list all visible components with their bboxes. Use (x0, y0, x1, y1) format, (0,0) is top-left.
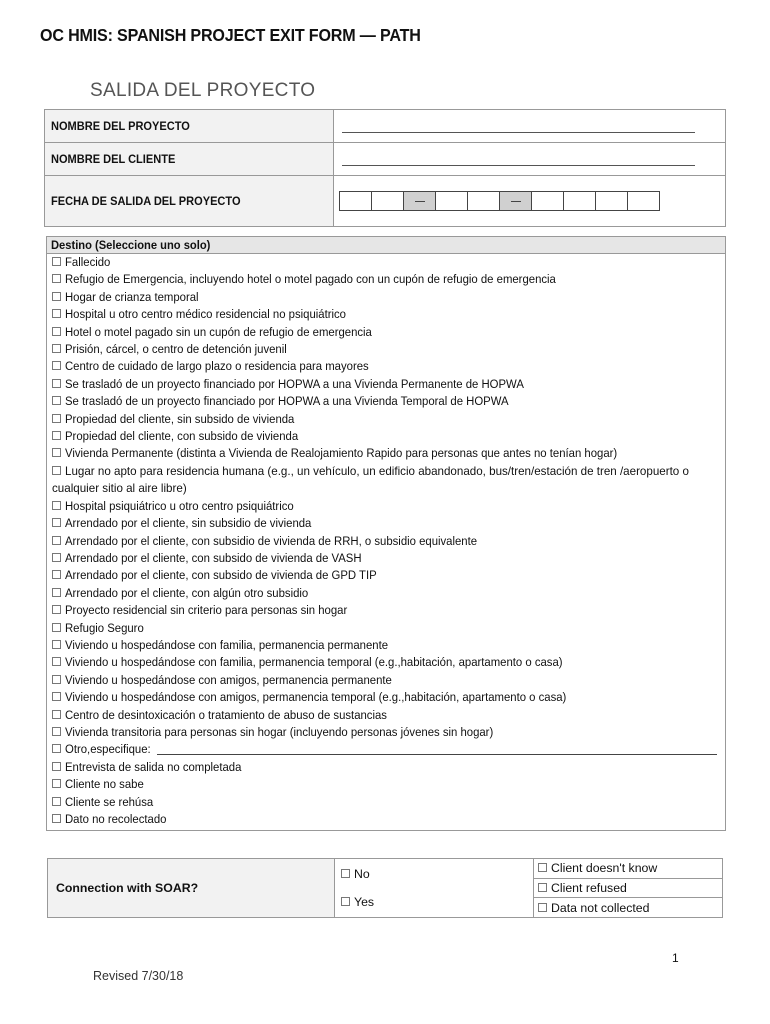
destination-option-label: Arrendado por el cliente, con subsido de vivienda de VASH (65, 550, 362, 565)
soar-yes-no (335, 859, 534, 918)
checkbox-icon[interactable] (52, 744, 61, 753)
destination-option-label: Viviendo u hospedándose con familia, permanencia temporal (e.g.,habitación, apartamento o casa) (65, 655, 563, 670)
checkbox-icon[interactable] (52, 727, 61, 736)
date-separator (403, 191, 436, 211)
exit-date-label: FECHA DE SALIDA DEL PROYECTO (45, 176, 334, 227)
soar-not-collected-option[interactable]: Data not collected (534, 898, 723, 918)
checkbox-icon[interactable] (538, 863, 547, 872)
soar-no-option[interactable]: No (341, 860, 532, 888)
destination-option-label: Fallecido (65, 255, 111, 269)
destination-option-label: Se trasladó de un proyecto financiado por HOPWA a una Vivienda Permanente de HOPWA (65, 376, 524, 391)
checkbox-icon[interactable] (52, 692, 61, 701)
date-digit-box[interactable] (531, 191, 564, 211)
checkbox-icon[interactable] (52, 309, 61, 318)
soar-refused-option[interactable]: Client refused (534, 878, 723, 898)
destination-option[interactable] (47, 654, 725, 671)
checkbox-icon[interactable] (52, 466, 61, 475)
checkbox-icon[interactable] (52, 274, 61, 283)
checkbox-icon[interactable] (538, 883, 547, 892)
checkbox-icon[interactable] (52, 657, 61, 666)
destination-option[interactable] (47, 620, 725, 637)
destination-option-label: Propiedad del cliente, sin subsido de vivienda (65, 411, 295, 426)
project-name-line (342, 132, 695, 133)
destination-option[interactable] (47, 306, 725, 323)
destination-option[interactable] (47, 271, 725, 288)
destination-option-label: Viviendo u hospedándose con amigos, permanencia temporal (e.g.,habitación, apartamento o casa) (65, 690, 567, 705)
client-name-line (342, 165, 695, 166)
checkbox-icon[interactable] (52, 414, 61, 423)
destination-option-label: Propiedad del cliente, con subsido de vivienda (65, 429, 299, 444)
destination-option[interactable] (47, 428, 725, 445)
client-name-field[interactable] (334, 143, 726, 176)
date-digit-box[interactable] (339, 191, 372, 211)
destination-option-label: Entrevista de salida no completada (65, 759, 242, 774)
checkbox-icon[interactable] (52, 448, 61, 457)
destination-option[interactable] (47, 776, 725, 793)
soar-table (47, 858, 723, 918)
destination-option[interactable] (47, 463, 692, 498)
destination-option[interactable] (47, 672, 725, 689)
checkbox-icon[interactable] (52, 710, 61, 719)
destination-option-label: Arrendado por el cliente, con subsido de vivienda de GPD TIP (65, 568, 377, 583)
date-separator (499, 191, 532, 211)
soar-label: Connection with SOAR? (48, 859, 335, 918)
checkbox-icon[interactable] (52, 779, 61, 788)
destination-option-label: Cliente se rehúsa (65, 794, 154, 809)
destination-option[interactable] (47, 445, 725, 462)
checkbox-icon[interactable] (341, 869, 350, 878)
destination-option[interactable] (47, 533, 725, 550)
checkbox-icon[interactable] (52, 814, 61, 823)
destination-option[interactable] (47, 602, 725, 619)
date-digit-box[interactable] (435, 191, 468, 211)
destination-options (47, 254, 725, 741)
checkbox-icon[interactable] (538, 903, 547, 912)
destination-option[interactable] (47, 707, 725, 724)
checkbox-icon[interactable] (52, 536, 61, 545)
destination-option[interactable] (47, 515, 725, 532)
destination-option[interactable] (47, 811, 725, 828)
destination-option[interactable] (47, 411, 725, 428)
exit-date-boxes[interactable] (340, 191, 660, 211)
destination-option[interactable] (47, 550, 725, 567)
destination-option-label: Dato no recolectado (65, 812, 167, 826)
destination-option-label: Hogar de crianza temporal (65, 289, 199, 304)
date-digit-box[interactable] (595, 191, 628, 211)
date-digit-box[interactable] (563, 191, 596, 211)
destination-heading: Destino (Seleccione uno solo) (47, 237, 725, 254)
destination-option[interactable] (47, 794, 725, 811)
destination-option[interactable] (47, 341, 725, 358)
checkbox-icon[interactable] (52, 327, 61, 336)
destination-option[interactable] (47, 567, 725, 584)
destination-option[interactable] (47, 254, 725, 271)
destination-option-label: Refugio de Emergencia, incluyendo hotel o motel pagado con un cupón de refugio de emergencia (65, 272, 556, 287)
checkbox-icon[interactable] (52, 675, 61, 684)
checkbox-icon[interactable] (52, 344, 61, 353)
project-name-field[interactable] (334, 110, 726, 143)
destination-option[interactable] (47, 289, 725, 306)
destination-option-label: Arrendado por el cliente, sin subsidio de vivienda (65, 516, 312, 531)
destination-option[interactable] (47, 585, 725, 602)
destination-option-label: Vivienda Permanente (distinta a Vivienda de Realojamiento Rapido para personas que antes no tenían hogar) (65, 446, 618, 461)
destination-option-label: Arrendado por el cliente, con subsidio de vivienda de RRH, o subsidio equivalente (65, 533, 478, 548)
checkbox-icon[interactable] (52, 623, 61, 632)
checkbox-icon[interactable] (52, 570, 61, 579)
other-specify-line[interactable] (157, 754, 717, 755)
destination-option[interactable] (47, 724, 725, 741)
destination-option-label: Se trasladó de un proyecto financiado por HOPWA a una Vivienda Temporal de HOPWA (65, 394, 509, 409)
revision-date: Revised 7/30/18 (93, 969, 184, 983)
destination-option[interactable] (47, 759, 725, 776)
destination-option-label: Refugio Seguro (65, 620, 144, 635)
checkbox-icon[interactable] (52, 518, 61, 527)
page-number: 1 (672, 951, 679, 965)
destination-option-label: Vivienda transitoria para personas sin hogar (incluyendo personas jóvenes sin hogar) (65, 724, 494, 739)
checkbox-icon[interactable] (52, 257, 61, 266)
checkbox-icon[interactable] (52, 501, 61, 510)
destination-option-label: Centro de desintoxicación o tratamiento de abuso de sustancias (65, 707, 387, 722)
date-digit-box[interactable] (627, 191, 660, 211)
destination-option-label: Lugar no apto para residencia humana (e.g., un vehículo, un edificio abandonado, bus/tren/estación de tren /aeropuerto o cualquier sitio al aire libre) (52, 464, 689, 496)
form-title: OC HMIS: SPANISH PROJECT EXIT FORM — PATH (40, 25, 421, 45)
checkbox-icon[interactable] (52, 797, 61, 806)
destination-section (46, 236, 726, 831)
checkbox-icon[interactable] (52, 361, 61, 370)
destination-option-label: Arrendado por el cliente, con algún otro subsidio (65, 585, 309, 600)
destination-option-label: Hospital u otro centro médico residencial no psiquiátrico (65, 307, 346, 322)
exit-date-field[interactable] (334, 176, 726, 227)
destination-option-label: Viviendo u hospedándose con familia, permanencia permanente (65, 637, 389, 652)
destination-option-other[interactable]: Otro,especifique: (47, 741, 725, 758)
destination-option-label: Hospital psiquiátrico u otro centro psiquiátrico (65, 498, 294, 513)
project-info-table (44, 109, 726, 227)
soar-dont-know-option[interactable]: Client doesn't know (534, 859, 723, 879)
client-name-label: NOMBRE DEL CLIENTE (45, 143, 334, 176)
destination-option-label: Prisión, cárcel, o centro de detención juvenil (65, 342, 287, 357)
destination-option-label: Centro de cuidado de largo plazo o residencia para mayores (65, 359, 369, 374)
checkbox-icon[interactable] (52, 379, 61, 388)
checkbox-icon[interactable] (52, 431, 61, 440)
checkbox-icon[interactable] (52, 553, 61, 562)
soar-yes-option[interactable]: Yes (341, 888, 532, 916)
destination-option[interactable] (47, 358, 725, 375)
destination-option[interactable] (47, 637, 725, 654)
project-name-label: NOMBRE DEL PROYECTO (45, 110, 334, 143)
destination-option[interactable] (47, 376, 725, 393)
checkbox-icon[interactable] (52, 762, 61, 771)
checkbox-icon[interactable] (52, 640, 61, 649)
destination-option-label: Viviendo u hospedándose con amigos, permanencia permanente (65, 672, 392, 687)
destination-option-label: Proyecto residencial sin criterio para personas sin hogar (65, 603, 348, 618)
checkbox-icon[interactable] (52, 588, 61, 597)
destination-option-label: Cliente no sabe (65, 777, 144, 792)
destination-option[interactable] (47, 393, 725, 410)
destination-option[interactable] (47, 324, 725, 341)
destination-option[interactable] (47, 498, 725, 515)
checkbox-icon[interactable] (52, 292, 61, 301)
date-digit-box[interactable] (467, 191, 500, 211)
destination-option-label: Hotel o motel pagado sin un cupón de refugio de emergencia (65, 324, 372, 339)
destination-closing-options (47, 759, 725, 829)
checkbox-icon[interactable] (52, 396, 61, 405)
destination-option[interactable] (47, 689, 725, 706)
checkbox-icon[interactable] (341, 897, 350, 906)
checkbox-icon[interactable] (52, 605, 61, 614)
date-digit-box[interactable] (371, 191, 404, 211)
section-title: SALIDA DEL PROYECTO (90, 80, 316, 101)
